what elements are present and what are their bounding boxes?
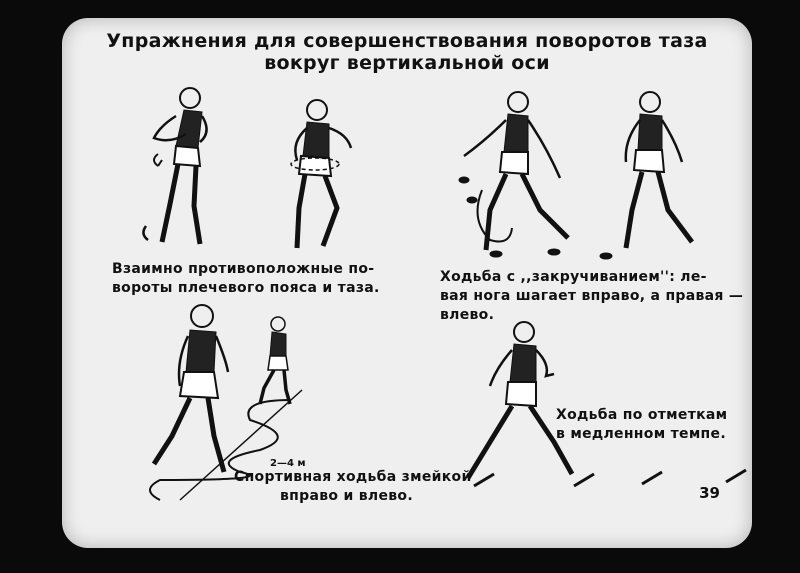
caption-exercise-1	[112, 260, 380, 298]
slide-title	[62, 30, 752, 74]
caption-exercise-3	[234, 468, 472, 506]
figure-walk-twist-2	[602, 90, 712, 260]
caption-3-line-2: вправо и влево.	[280, 488, 413, 504]
caption-1-line-1: Взаимно противоположные по-	[112, 261, 375, 277]
title-line-2: вокруг вертикальной оси	[264, 52, 550, 74]
figure-walk-twist-1	[450, 90, 580, 260]
title-line-1: Упражнения для совершенствования поворотов таза	[106, 30, 708, 52]
page-number: 39	[699, 484, 720, 502]
caption-exercise-2	[440, 268, 743, 325]
distance-label: 2—4 м	[270, 458, 306, 469]
caption-exercise-4	[556, 406, 727, 444]
caption-4-line-1: Ходьба по отметкам	[556, 407, 728, 423]
caption-2-line-1: Ходьба с ,,закручиванием'': ле-	[440, 269, 707, 285]
caption-2-line-2: вая нога шагает вправо, а правая —	[440, 288, 744, 304]
figure-twist-1	[140, 86, 230, 256]
caption-2-line-3: влево.	[440, 307, 495, 323]
caption-1-line-2: вороты плечевого пояса и таза.	[112, 280, 380, 296]
figure-walk-marks	[454, 318, 714, 488]
slide-frame	[62, 18, 752, 548]
figure-twist-2	[277, 98, 367, 258]
caption-3-line-1: Спортивная ходьба змейкой	[234, 469, 472, 485]
caption-4-line-2: в медленном темпе.	[556, 426, 726, 442]
